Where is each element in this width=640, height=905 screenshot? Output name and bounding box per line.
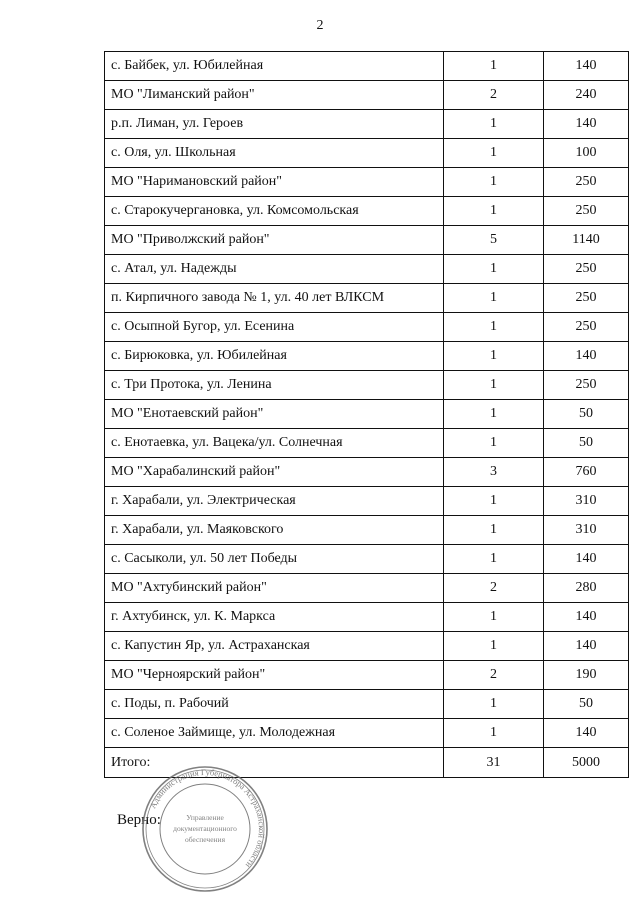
cell-count: 1 (444, 313, 544, 342)
cell-sum: 310 (544, 487, 629, 516)
table-row (105, 487, 629, 516)
cell-name: с. Капустин Яр, ул. Астраханская (105, 632, 444, 661)
table-row (105, 255, 629, 284)
cell-sum: 140 (544, 719, 629, 748)
cell-sum: 140 (544, 110, 629, 139)
cell-name: МО "Харабалинский район" (105, 458, 444, 487)
table-body (105, 52, 629, 778)
cell-name: с. Енотаевка, ул. Вацека/ул. Солнечная (105, 429, 444, 458)
cell-name: г. Ахтубинск, ул. К. Маркса (105, 603, 444, 632)
stamp-inner-text: документационного (173, 824, 237, 833)
cell-count: 1 (444, 487, 544, 516)
cell-name: с. Старокучергановка, ул. Комсомольская (105, 197, 444, 226)
cell-name: р.п. Лиман, ул. Героев (105, 110, 444, 139)
table-row (105, 574, 629, 603)
cell-count: 1 (444, 52, 544, 81)
table-row (105, 168, 629, 197)
cell-sum: 250 (544, 284, 629, 313)
table-row (105, 284, 629, 313)
cell-name: с. Атал, ул. Надежды (105, 255, 444, 284)
table-row (105, 661, 629, 690)
cell-name: МО "Черноярский район" (105, 661, 444, 690)
cell-count: 1 (444, 168, 544, 197)
cell-sum: 250 (544, 168, 629, 197)
stamp-inner-text: Управление (186, 813, 224, 822)
table-row (105, 516, 629, 545)
cell-sum: 140 (544, 632, 629, 661)
cell-sum: 250 (544, 197, 629, 226)
cell-name: с. Три Протока, ул. Ленина (105, 371, 444, 400)
table-row (105, 545, 629, 574)
stamp-inner-text: обеспечения (184, 835, 226, 844)
page-number: 2 (316, 18, 324, 33)
cell-sum: 50 (544, 690, 629, 719)
cell-sum: 240 (544, 81, 629, 110)
official-seal-stamp (140, 764, 270, 894)
cell-count: 1 (444, 197, 544, 226)
table-row (105, 690, 629, 719)
cell-name: МО "Ахтубинский район" (105, 574, 444, 603)
cell-count: 2 (444, 81, 544, 110)
data-table (104, 51, 629, 778)
table-row (105, 226, 629, 255)
cell-sum: 140 (544, 342, 629, 371)
cell-name: МО "Приволжский район" (105, 226, 444, 255)
cell-count: 1 (444, 429, 544, 458)
cell-name: с. Бирюковка, ул. Юбилейная (105, 342, 444, 371)
cell-count: 2 (444, 574, 544, 603)
cell-sum: 250 (544, 255, 629, 284)
cell-sum: 140 (544, 545, 629, 574)
cell-count: 1 (444, 603, 544, 632)
table-row (105, 197, 629, 226)
table-row (105, 313, 629, 342)
cell-count: 1 (444, 400, 544, 429)
table-row (105, 139, 629, 168)
cell-name: п. Кирпичного завода № 1, ул. 40 лет ВЛКСМ (105, 284, 444, 313)
table-row (105, 603, 629, 632)
stamp-outer-text: Администрация Губернатора Астраханской области (147, 766, 268, 871)
cell-sum: 190 (544, 661, 629, 690)
cell-count: 1 (444, 516, 544, 545)
table-row (105, 719, 629, 748)
cell-name: г. Харабали, ул. Электрическая (105, 487, 444, 516)
verno-label: Верно: (117, 812, 161, 828)
cell-count: 5 (444, 226, 544, 255)
cell-sum: 250 (544, 313, 629, 342)
cell-sum: 140 (544, 603, 629, 632)
cell-count: 1 (444, 110, 544, 139)
cell-count: 1 (444, 632, 544, 661)
cell-count: 3 (444, 458, 544, 487)
cell-count: 1 (444, 342, 544, 371)
cell-name: г. Харабали, ул. Маяковского (105, 516, 444, 545)
cell-count: 1 (444, 545, 544, 574)
table-row (105, 429, 629, 458)
cell-sum: 50 (544, 400, 629, 429)
table-row (105, 632, 629, 661)
cell-count: 1 (444, 255, 544, 284)
table-row (105, 52, 629, 81)
cell-name: с. Соленое Займище, ул. Молодежная (105, 719, 444, 748)
cell-name: с. Сасыколи, ул. 50 лет Победы (105, 545, 444, 574)
table-row (105, 400, 629, 429)
cell-count: 1 (444, 719, 544, 748)
table-row (105, 342, 629, 371)
cell-name: с. Поды, п. Рабочий (105, 690, 444, 719)
cell-sum: 100 (544, 139, 629, 168)
total-sum: 5000 (544, 748, 629, 778)
cell-name: МО "Енотаевский район" (105, 400, 444, 429)
cell-sum: 250 (544, 371, 629, 400)
cell-name: с. Байбек, ул. Юбилейная (105, 52, 444, 81)
cell-sum: 1140 (544, 226, 629, 255)
cell-sum: 310 (544, 516, 629, 545)
total-count: 31 (444, 748, 544, 778)
cell-count: 1 (444, 690, 544, 719)
cell-sum: 140 (544, 52, 629, 81)
table-row (105, 371, 629, 400)
cell-name: МО "Наримановский район" (105, 168, 444, 197)
cell-name: с. Оля, ул. Школьная (105, 139, 444, 168)
cell-name: МО "Лиманский район" (105, 81, 444, 110)
cell-name: с. Осыпной Бугор, ул. Есенина (105, 313, 444, 342)
table-row (105, 458, 629, 487)
table-row (105, 81, 629, 110)
cell-count: 1 (444, 371, 544, 400)
cell-sum: 760 (544, 458, 629, 487)
cell-sum: 50 (544, 429, 629, 458)
total-label: Итого: (105, 748, 444, 778)
cell-count: 2 (444, 661, 544, 690)
cell-count: 1 (444, 284, 544, 313)
table-row (105, 110, 629, 139)
cell-count: 1 (444, 139, 544, 168)
cell-sum: 280 (544, 574, 629, 603)
